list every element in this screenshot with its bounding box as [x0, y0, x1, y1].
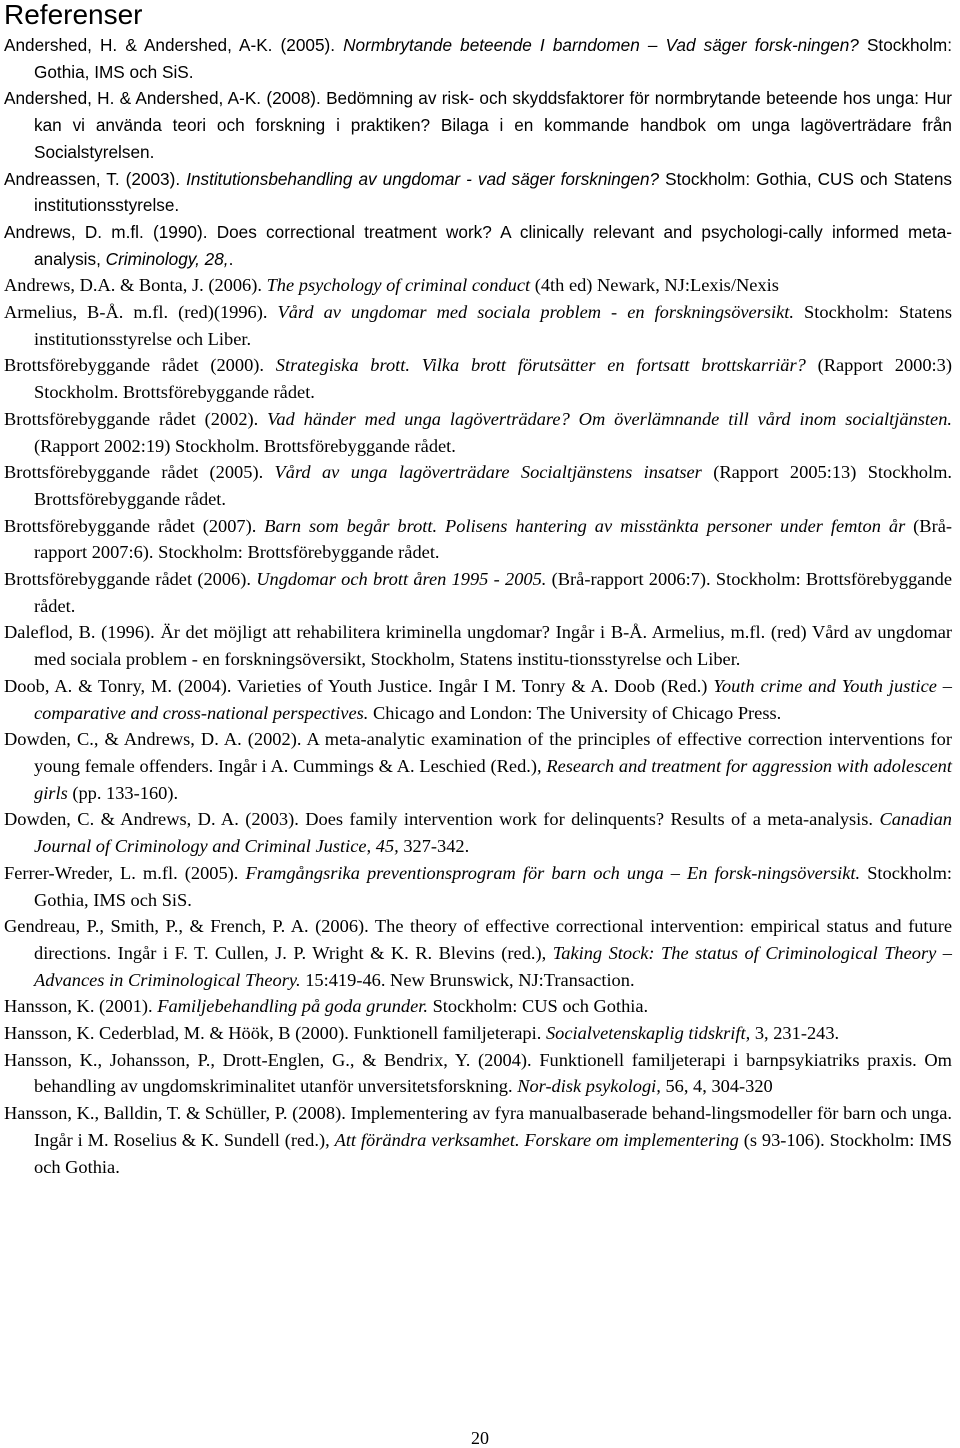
reference-text: Andershed, H. & Andershed, A-K. (2008). Bedömning av risk- och skyddsfaktorer för normbrytande beteende hos unga: Hur kan vi använda teori och forskning i praktiken? Bilaga i en kommande handbok om unga lagöverträdare från Socialstyrelsen.: [4, 88, 952, 162]
reference-entry: [4, 219, 952, 272]
reference-text: 56, 4, 304-320: [660, 1076, 773, 1097]
reference-text: Brottsförebyggande rådet (2005).: [4, 462, 275, 483]
reference-text: Ferrer-Wreder, L. m.fl. (2005).: [4, 862, 246, 883]
reference-title: Socialvetenskaplig tidskrift,: [545, 1023, 751, 1044]
reference-text: 15:419-46. New Brunswick, NJ:Transaction.: [300, 969, 635, 990]
reference-text: Brottsförebyggande rådet (2006).: [4, 569, 257, 590]
reference-entry: [4, 566, 952, 619]
reference-title: Nor-disk psykologi,: [517, 1076, 661, 1097]
reference-title: Att förändra verksamhet. Forskare om implementering: [334, 1129, 739, 1150]
reference-text: Hansson, K., Johansson, P., Drott-Englen, G., & Bendrix, Y. (2004). Funktionell familjeterapi i barnpsykiatriks praxis. Om behandling av ungdomskriminalitet utanför unversitetsforskning.: [4, 1049, 952, 1097]
reference-text: Gendreau, P., Smith, P., & French, P. A. (2006). The theory of effective correctional intervention: empirical status and future directions. Ingår i F. T. Cullen, J. P. Wright & K. R. Blevins (red.),: [4, 916, 952, 963]
reference-entry: [4, 352, 952, 405]
reference-title: Strategiska brott. Vilka brott förutsätter en fortsatt brottskarriär?: [275, 355, 806, 376]
reference-text: 327-342.: [398, 836, 470, 857]
reference-entry: [4, 913, 952, 993]
reference-entry: [4, 166, 952, 219]
reference-text: Andershed, H. & Andershed, A-K. (2005).: [4, 35, 344, 55]
reference-text: Andrews, D.A. & Bonta, J. (2006).: [4, 275, 267, 296]
reference-entry: [4, 406, 952, 459]
page-number: 20: [471, 1428, 489, 1448]
reference-title: Normbrytande beteende I barndomen – Vad säger forsk-ningen?: [343, 35, 859, 55]
reference-text: Hansson, K. Cederblad, M. & Höök, B (2000). Funktionell familjeterapi.: [4, 1023, 546, 1044]
reference-text: (Rapport 2005:13) Stockholm. Brottsförebyggande rådet.: [34, 462, 952, 509]
reference-title: Vad händer med unga lagöverträdare? Om överlämnande till vård inom socialtjänsten.: [267, 408, 952, 429]
reference-text: Andreassen, T. (2003).: [4, 168, 187, 189]
reference-entry: [4, 619, 952, 672]
reference-entry: [4, 993, 952, 1020]
reference-text: Hansson, K. (2001).: [4, 996, 158, 1017]
reference-text: Brottsförebyggande rådet (2000).: [4, 355, 276, 376]
reference-entry: [4, 673, 952, 726]
reference-text: Brottsförebyggande rådet (2007).: [4, 515, 265, 536]
reference-entry: [4, 726, 952, 806]
reference-text: Stockholm: Gothia, IMS och SiS.: [34, 35, 952, 82]
reference-title: Youth crime and Youth justice – comparative and cross-national perspectives.: [34, 675, 952, 723]
reference-title: Vård av ungdomar med sociala problem - en forskningsöversikt.: [277, 302, 795, 323]
reference-entry: [4, 299, 952, 352]
reference-entry: [4, 1020, 952, 1047]
reference-text: (Rapport 2000:3) Stockholm. Brottsförebyggande rådet.: [34, 355, 952, 403]
reference-entry: [4, 85, 952, 165]
reference-entry: [4, 860, 952, 913]
reference-title: Canadian Journal of Criminology and Criminal Justice, 45,: [34, 809, 952, 857]
reference-text: 3, 231-243.: [750, 1023, 840, 1044]
reference-text: Andrews, D. m.fl. (1990). Does correctional treatment work? A clinically relevant and psychologi-cally informed meta-analysis,: [4, 221, 952, 269]
reference-text: Dowden, C., & Andrews, D. A. (2002). A meta-analytic examination of the principles of effective correction interventions for young female offenders. Ingår i A. Cummings & A. Leschied (Red.),: [4, 729, 952, 776]
reference-title: Research and treatment for aggression with adolescent girls: [34, 755, 952, 803]
reference-entry: [4, 1100, 952, 1180]
reference-text: (pp. 133-160).: [67, 782, 179, 803]
reference-text: (Brå-rapport 2006:7). Stockholm: Brottsförebyggande rådet.: [34, 569, 952, 616]
page-heading: Referenser: [4, 0, 143, 30]
reference-text: Armelius, B-Å. m.fl. (red)(1996).: [4, 302, 278, 323]
reference-text: (Brå-rapport 2007:6). Stockholm: Brottsförebyggande rådet.: [34, 515, 952, 563]
reference-list: [4, 32, 952, 1180]
reference-entry: [4, 32, 952, 85]
reference-title: Framgångsrika preventionsprogram för barn och unga – En forsk-ningsöversikt.: [245, 862, 861, 883]
reference-text: (s 93-106). Stockholm: IMS och Gothia.: [34, 1129, 952, 1177]
reference-entry: [4, 459, 952, 512]
reference-text: Chicago and London: The University of Chicago Press.: [368, 702, 782, 723]
reference-title: Barn som begår brott. Polisens hantering av misstänkta personer under femton år: [264, 515, 906, 536]
reference-text: (4th ed) Newark, NJ:Lexis/Nexis: [530, 275, 779, 296]
reference-text: Stockholm: Statens institutionsstyrelse och Liber.: [34, 302, 952, 349]
reference-title: The psychology of criminal conduct: [266, 275, 531, 296]
reference-entry: [4, 513, 952, 566]
reference-text: Stockholm: CUS och Gothia.: [427, 996, 649, 1017]
reference-entry: [4, 1047, 952, 1100]
reference-title: Vård av unga lagöverträdare Socialtjänstens insatser: [274, 462, 702, 483]
reference-text: (Rapport 2002:19) Stockholm. Brottsförebyggande rådet.: [34, 435, 456, 456]
reference-text: Hansson, K., Balldin, T. & Schüller, P. (2008). Implementering av fyra manualbaserade behand-lingsmodeller för barn och unga. Ingår i M. Roselius & K. Sundell (red.),: [4, 1103, 952, 1150]
reference-text: Stockholm: Gothia, IMS och SiS.: [34, 862, 952, 910]
reference-text: Doob, A. & Tonry, M. (2004). Varieties of Youth Justice. Ingår I M. Tonry & A. Doob (Red.): [4, 675, 714, 696]
reference-title: Institutionsbehandling av ungdomar - vad säger forskningen?: [186, 168, 660, 189]
reference-title: Familjebehandling på goda grunder.: [157, 996, 428, 1017]
reference-title: Taking Stock: The status of Criminological Theory – Advances in Criminological Theory.: [34, 942, 952, 990]
reference-title: Ungdomar och brott åren 1995 - 2005.: [256, 569, 547, 590]
reference-text: Daleflod, B. (1996). Är det möjligt att rehabilitera kriminella ungdomar? Ingår i B-Å. Armelius, m.fl. (red) Vård av ungdomar med sociala problem - en forskningsöversikt, Stockholm, Statens institu-tionsstyrelse och Liber.: [4, 622, 952, 670]
reference-entry: [4, 272, 952, 299]
reference-entry: [4, 806, 952, 859]
reference-text: Stockholm: Gothia, CUS och Statens institutionsstyrelse.: [34, 168, 952, 216]
reference-title: Criminology, 28,: [105, 248, 229, 269]
reference-text: .: [228, 248, 234, 269]
reference-text: Dowden, C. & Andrews, D. A. (2003). Does family intervention work for delinquents? Results of a meta-analysis.: [4, 809, 880, 830]
reference-text: Brottsförebyggande rådet (2002).: [4, 408, 268, 429]
